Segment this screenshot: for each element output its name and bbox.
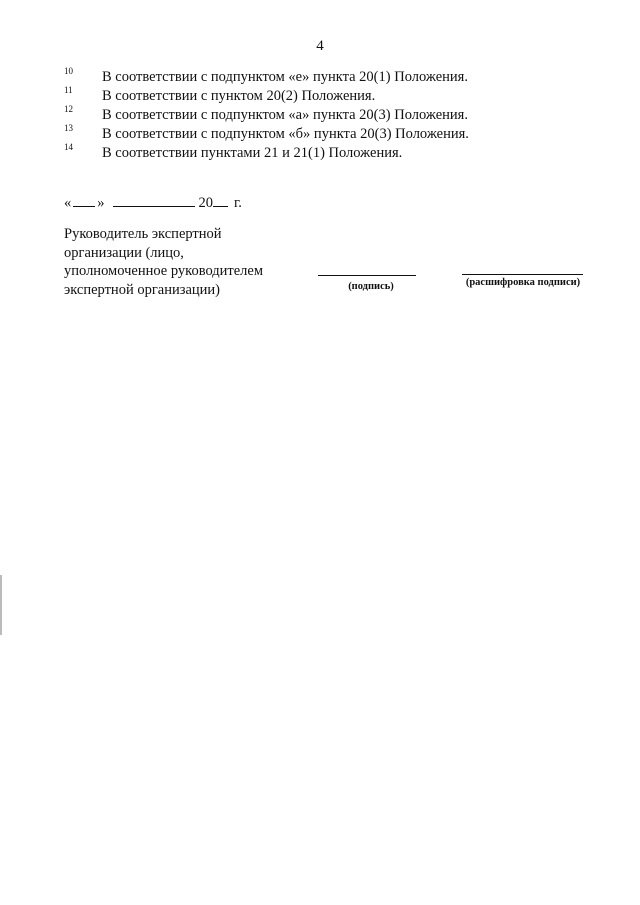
signatory-line: организации (лицо, <box>64 244 184 261</box>
footnote-item <box>64 125 584 144</box>
footnote-number: 12 <box>64 104 73 114</box>
footnote-number: 13 <box>64 123 73 133</box>
signature-line <box>318 275 416 276</box>
date-open-quote: « <box>64 195 72 211</box>
footnotes-list <box>64 68 584 163</box>
year-suffix: г. <box>234 195 242 211</box>
signatory-title <box>64 225 304 299</box>
scan-edge-mark <box>0 575 2 635</box>
date-close-quote: » <box>97 195 105 211</box>
footnote-item <box>64 144 584 163</box>
footnote-number: 14 <box>64 142 73 152</box>
footnote-number: 10 <box>64 66 73 76</box>
year-prefix: 20 <box>198 195 213 211</box>
footnote-item <box>64 68 584 87</box>
footnote-text: В соответствии пунктами 21 и 21(1) Положения. <box>102 145 403 161</box>
footnote-text: В соответствии с подпунктом «а» пункта 20(3) Положения. <box>102 107 468 123</box>
date-line <box>64 192 242 212</box>
footnote-item <box>64 87 584 106</box>
signatory-line: уполномоченное руководителем <box>64 263 264 279</box>
footnote-text: В соответствии с подпунктом «е» пункта 20(1) Положения. <box>102 69 468 85</box>
footnote-text: В соответствии с подпунктом «б» пункта 20(3) Положения. <box>102 126 469 142</box>
signatory-line: Руководитель экспертной <box>64 226 222 242</box>
signature-decoding-caption: (расшифровка подписи) <box>465 277 581 288</box>
year-blank <box>213 192 228 207</box>
month-blank <box>113 192 195 207</box>
signature-caption: (подпись) <box>348 281 394 292</box>
footnote-item <box>64 106 584 125</box>
day-blank <box>73 192 95 207</box>
footnote-text: В соответствии с пунктом 20(2) Положения. <box>102 88 376 104</box>
footnote-number: 11 <box>64 85 73 95</box>
page-number: 4 <box>316 38 324 54</box>
signature-decoding-line <box>462 274 583 275</box>
signatory-line: экспертной организации) <box>64 281 221 298</box>
